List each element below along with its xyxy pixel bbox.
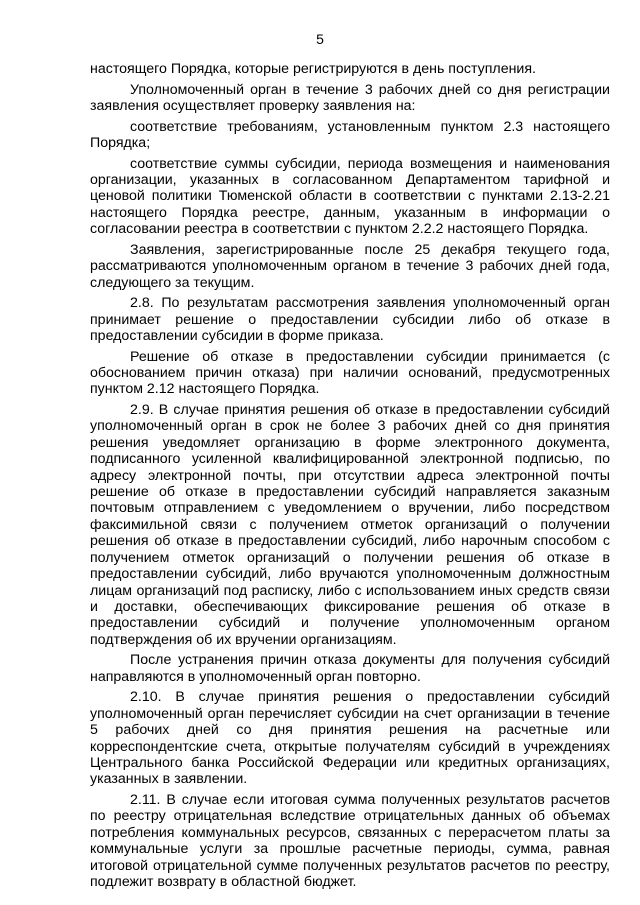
paragraph: Заявления, зарегистрированные после 25 декабря текущего года, рассматриваются уполномоченным органом в течение 3 рабочих дней года, следующего за текущим. <box>90 241 610 291</box>
document-body <box>90 61 610 895</box>
paragraph: соответствие суммы субсидии, периода возмещения и наименования организации, указанных в согласованном Департаментом тарифной и ценовой политики Тюменской области в соответствии с пунктами 2.13-2.21 настоящего Порядка реестре, данным, указанным в информации о согласовании реестра в соответствии с пунктом 2.2.2 настоящего Порядка. <box>90 155 610 238</box>
paragraph: Уполномоченный орган в течение 3 рабочих дней со дня регистрации заявления осуществляет проверку заявления на: <box>90 81 610 114</box>
paragraph: 2.10. В случае принятия решения о предоставлении субсидий уполномоченный орган перечисляет субсидии на счет организации в течение 5 рабочих дней со дня принятия решения на расчетные или корреспондентские счета, открытые получателям субсидий в учреждениях Центрального банка Российской Федерации или кредитных организациях, указанных в заявлении. <box>90 689 610 788</box>
paragraph: настоящего Порядка, которые регистрируются в день поступления. <box>90 61 536 77</box>
paragraph: 2.11. В случае если итоговая сумма полученных результатов расчетов по реестру отрицательная вследствие отрицательных данных об объемах потребления коммунальных ресурсов, связанных с перерасчетом платы за коммунальные услуги за прошлые расчетные периоды, сумма, равная итоговой отрицательной сумме полученных результатов расчетов по реестру, подлежит возврату в областной бюджет. <box>90 791 610 890</box>
paragraph: После устранения причин отказа документы для получения субсидий направляются в уполномоченный орган повторно. <box>90 652 610 685</box>
page-number: 5 <box>316 31 324 47</box>
paragraph: Решение об отказе в предоставлении субсидии принимается (с обоснованием причин отказа) при наличии оснований, предусмотренных пунктом 2.12 настоящего Порядка. <box>90 348 610 398</box>
paragraph: соответствие требованиям, установленным пунктом 2.3 настоящего Порядка; <box>90 118 610 151</box>
paragraph: 2.9. В случае принятия решения об отказе в предоставлении субсидий уполномоченный орган в срок не более 3 рабочих дней со дня принятия решения уведомляет организацию в форме электронного документа, подписанного усиленной квалифицированной электронной подписью, по адресу электронной почты, при отсутствии адреса электронной почты решение об отказе в предоставлении субсидий направляется заказным почтовым отправлением с уведомлением о вручении, либо посредством факсимильной связи с получением отметок организаций о получении решения об отказе в предоставлении субсидий, либо нарочным способом с получением отметок организаций о получении решения об отказе в предоставлении субсидий, либо вручаются уполномоченным должностным лицам организаций под расписку, либо с использованием иных средств связи и доставки, обеспечивающих фиксирование решения об отказе в предоставлении субсидий и получение уполномоченным органом подтверждения об их вручении организациям. <box>90 402 610 648</box>
paragraph: 2.8. По результатам рассмотрения заявления уполномоченный орган принимает решение о предоставлении субсидии либо об отказе в предоставлении субсидии в форме приказа. <box>90 295 610 345</box>
